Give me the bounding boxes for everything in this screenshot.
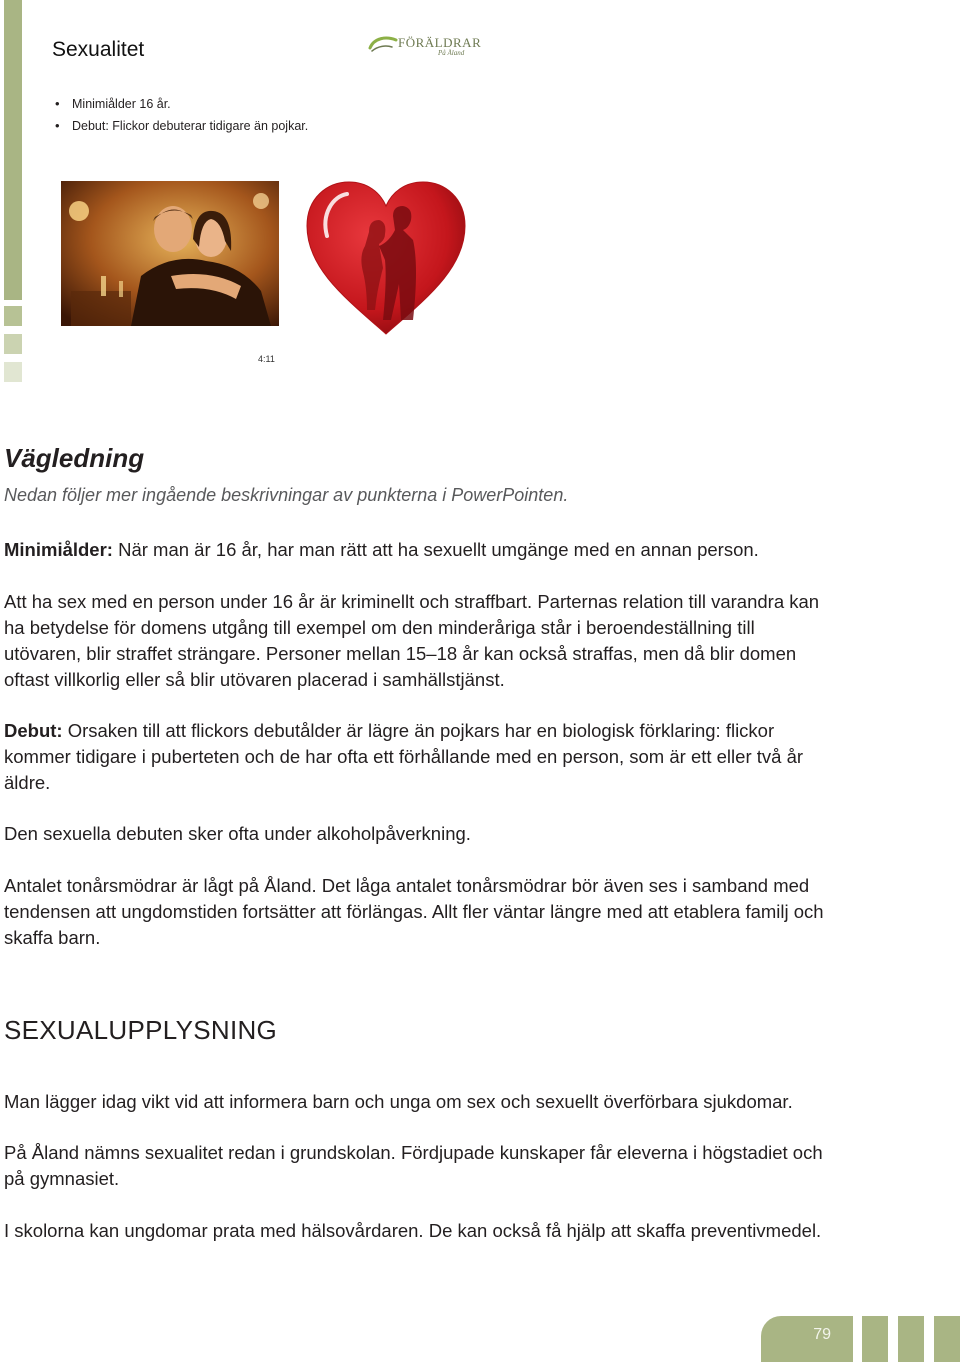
paragraph-minimum-age [4, 537, 832, 563]
paragraph-debut [4, 718, 832, 796]
logo-subtext: På Åland [438, 49, 465, 57]
paragraph-teen-mothers [4, 873, 832, 951]
accent-square [4, 334, 22, 354]
accent-square [4, 362, 22, 382]
logo-text: FÖRÄLDRAR [398, 35, 482, 50]
slide-number: 4:11 [258, 354, 275, 364]
footer-square [898, 1316, 924, 1362]
slide-title: Sexualitet [52, 38, 145, 61]
bullet-item: • Minimiålder 16 år. [52, 94, 308, 116]
foraldrar-logo [368, 32, 488, 60]
section-heading-education: SEXUALUPPLYSNING [4, 1015, 278, 1045]
left-accent-bar [4, 0, 22, 300]
paragraph-text: Orsaken till att flickors debutålder är lägre än pojkars har en biologisk förklaring: flickor kommer tidigare i puberteten och de har ofta ett förhållande med en person, som är ett eller två år äldre. [4, 720, 804, 793]
page-number: 79 [813, 1326, 831, 1343]
term-label: Minimiålder: [4, 539, 113, 560]
paragraph-text: I skolorna kan ungdomar prata med hälsovårdaren. De kan också få hjälp att skaffa preventivmedel. [4, 1220, 822, 1241]
paragraph-legal [4, 589, 832, 693]
bullet-item: • Debut: Flickor debuterar tidigare än pojkar. [52, 116, 308, 138]
footer-square [862, 1316, 888, 1362]
section-heading-guidance: Vägledning [4, 443, 145, 473]
paragraph-alcohol [4, 821, 832, 847]
page-number-tab [761, 1316, 853, 1362]
footer-square [934, 1316, 960, 1362]
accent-square [4, 306, 22, 326]
paragraph-text: Att ha sex med en person under 16 år är kriminellt och straffbart. Parternas relation till varandra kan ha betydelse för domens utgång till exempel om den minderåriga står i beroendeställning till utövaren, blir straffet strängare. Personer mellan 15–18 år kan också straffas, men då blir domen oftast villkorlig eller så blir utövaren placerad i samhällstjänst. [4, 591, 820, 690]
paragraph-education-2 [4, 1140, 832, 1192]
slide-bullet-list [52, 94, 308, 138]
logo-swoosh-icon [368, 34, 398, 56]
paragraph-text: Man lägger idag vikt vid att informera barn och unga om sex och sexuellt överförbara sjukdomar. [4, 1091, 793, 1112]
section-subtitle: Nedan följer mer ingående beskrivningar av punkterna i PowerPointen. [4, 485, 569, 505]
paragraph-education-3 [4, 1218, 832, 1244]
paragraph-text: När man är 16 år, har man rätt att ha sexuellt umgänge med en annan person. [112, 539, 759, 560]
term-label: Debut: [4, 720, 63, 741]
couple-photo [61, 181, 279, 326]
paragraph-education-1 [4, 1089, 832, 1115]
paragraph-text: Antalet tonårsmödrar är lågt på Åland. Det låga antalet tonårsmödrar bör även ses i samband med tendensen att ungdomstiden fortsätter att förlängas. Allt fler väntar längre med att etablera familj och skaffa barn. [4, 875, 824, 948]
paragraph-text: På Åland nämns sexualitet redan i grundskolan. Fördjupade kunskaper får eleverna i högstadiet och på gymnasiet. [4, 1142, 823, 1189]
heart-icon [305, 180, 467, 338]
paragraph-text: Den sexuella debuten sker ofta under alkoholpåverkning. [4, 823, 471, 844]
